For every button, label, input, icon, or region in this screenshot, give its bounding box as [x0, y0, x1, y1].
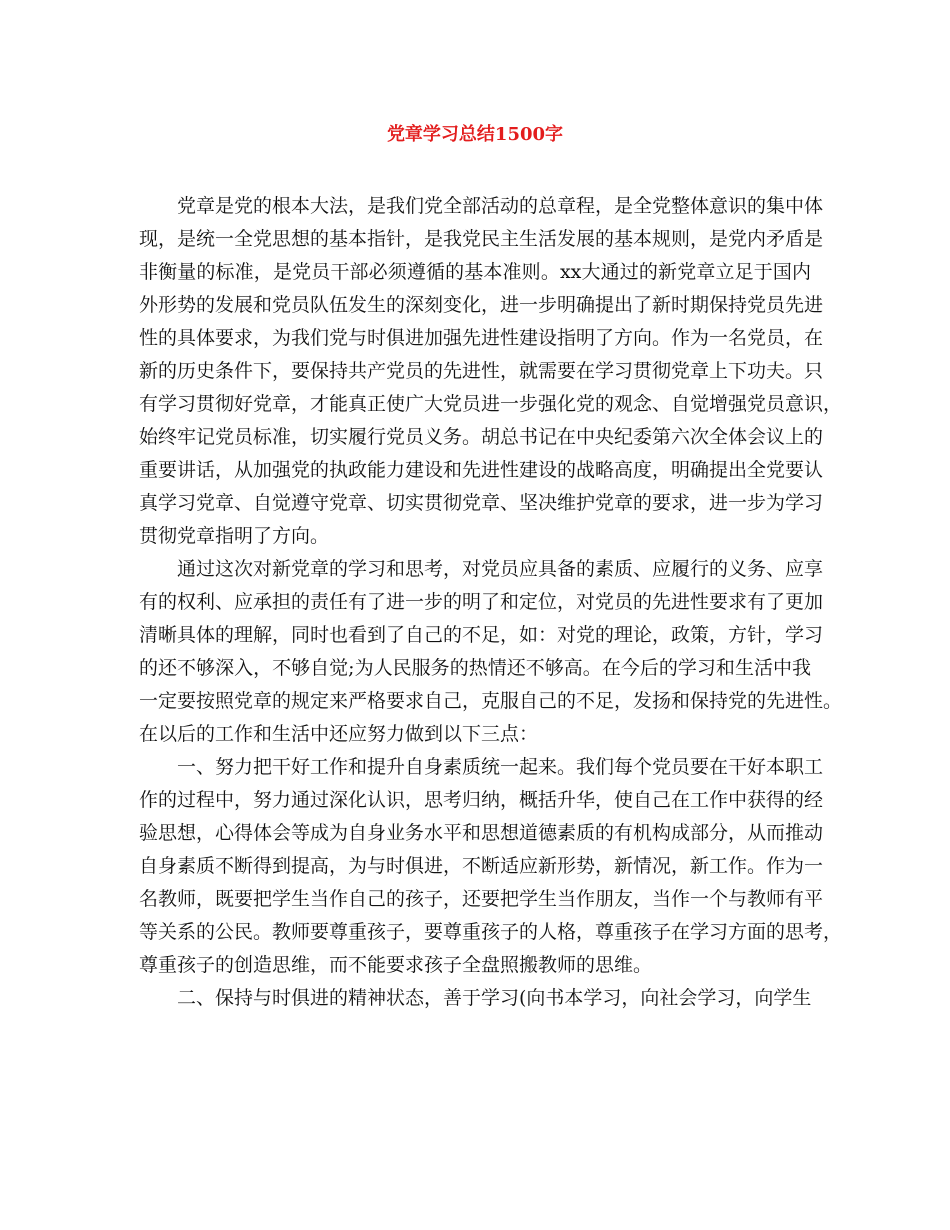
text-line: 真学习党章、自觉遵守党章、切实贯彻党章、坚决维护党章的要求，进一步为学习 — [139, 492, 824, 514]
text-line: 贯彻党章指明了方向。 — [139, 525, 330, 547]
text-line: 党章是党的根本大法，是我们党全部活动的总章程，是全党整体意识的集中体 — [177, 195, 824, 217]
text-line: 有学习贯彻好党章，才能真正使广大党员进一步强化党的观念、自觉增强党员意识， — [139, 393, 843, 415]
text-line: 通过这次对新党章的学习和思考，对党员应具备的素质、应履行的义务、应享 — [177, 558, 824, 580]
text-line: 非衡量的标准，是党员干部必须遵循的基本准则。xx大通过的新党章立足于国内 — [139, 261, 811, 283]
text-line: 性的具体要求，为我们党与时俱进加强先进性建设指明了方向。作为一名党员，在 — [139, 327, 824, 349]
text-line: 现，是统一全党思想的基本指针，是我党民主生活发展的基本规则，是党内矛盾是 — [139, 228, 824, 250]
text-line: 一定要按照党章的规定来严格要求自己，克服自己的不足，发扬和保持党的先进性。 — [139, 690, 843, 712]
text-line: 重要讲话，从加强党的执政能力建设和先进性建设的战略高度，明确提出全党要认 — [139, 459, 824, 481]
text-line: 外形势的发展和党员队伍发生的深刻变化，进一步明确提出了新时期保持党员先进 — [139, 294, 824, 316]
text-line: 等关系的公民。教师要尊重孩子，要尊重孩子的人格，尊重孩子在学习方面的思考， — [139, 921, 843, 943]
text-line: 名教师，既要把学生当作自己的孩子，还要把学生当作朋友，当作一个与教师有平 — [139, 888, 824, 910]
text-line: 验思想，心得体会等成为自身业务水平和思想道德素质的有机构成部分，从而推动 — [139, 822, 824, 844]
text-line: 有的权利、应承担的责任有了进一步的明了和定位，对党员的先进性要求有了更加 — [139, 591, 824, 613]
document-title: 党章学习总结1500字 — [386, 124, 564, 145]
document-body — [139, 190, 843, 1015]
text-line: 的还不够深入，不够自觉;为人民服务的热情还不够高。在今后的学习和生活中我 — [139, 657, 811, 679]
text-line: 尊重孩子的创造思维，而不能要求孩子全盘照搬教师的思维。 — [139, 954, 653, 976]
text-line: 作的过程中，努力通过深化认识，思考归纳，概括升华，使自己在工作中获得的经 — [139, 789, 824, 811]
text-line: 清晰具体的理解，同时也看到了自己的不足，如：对党的理论，政策，方针，学习 — [139, 624, 824, 646]
text-line: 自身素质不断得到提高，为与时俱进，不断适应新形势，新情况，新工作。作为一 — [139, 855, 824, 877]
text-line: 始终牢记党员标准，切实履行党员义务。胡总书记在中央纪委第六次全体会议上的 — [139, 426, 824, 448]
text-line: 新的历史条件下，要保持共产党员的先进性，就需要在学习贯彻党章上下功夫。只 — [139, 360, 824, 382]
text-line: 一、努力把干好工作和提升自身素质统一起来。我们每个党员要在干好本职工 — [177, 756, 824, 778]
text-line: 在以后的工作和生活中还应努力做到以下三点： — [139, 723, 539, 745]
text-line: 二、保持与时俱进的精神状态，善于学习(向书本学习，向社会学习，向学生 — [177, 987, 812, 1009]
